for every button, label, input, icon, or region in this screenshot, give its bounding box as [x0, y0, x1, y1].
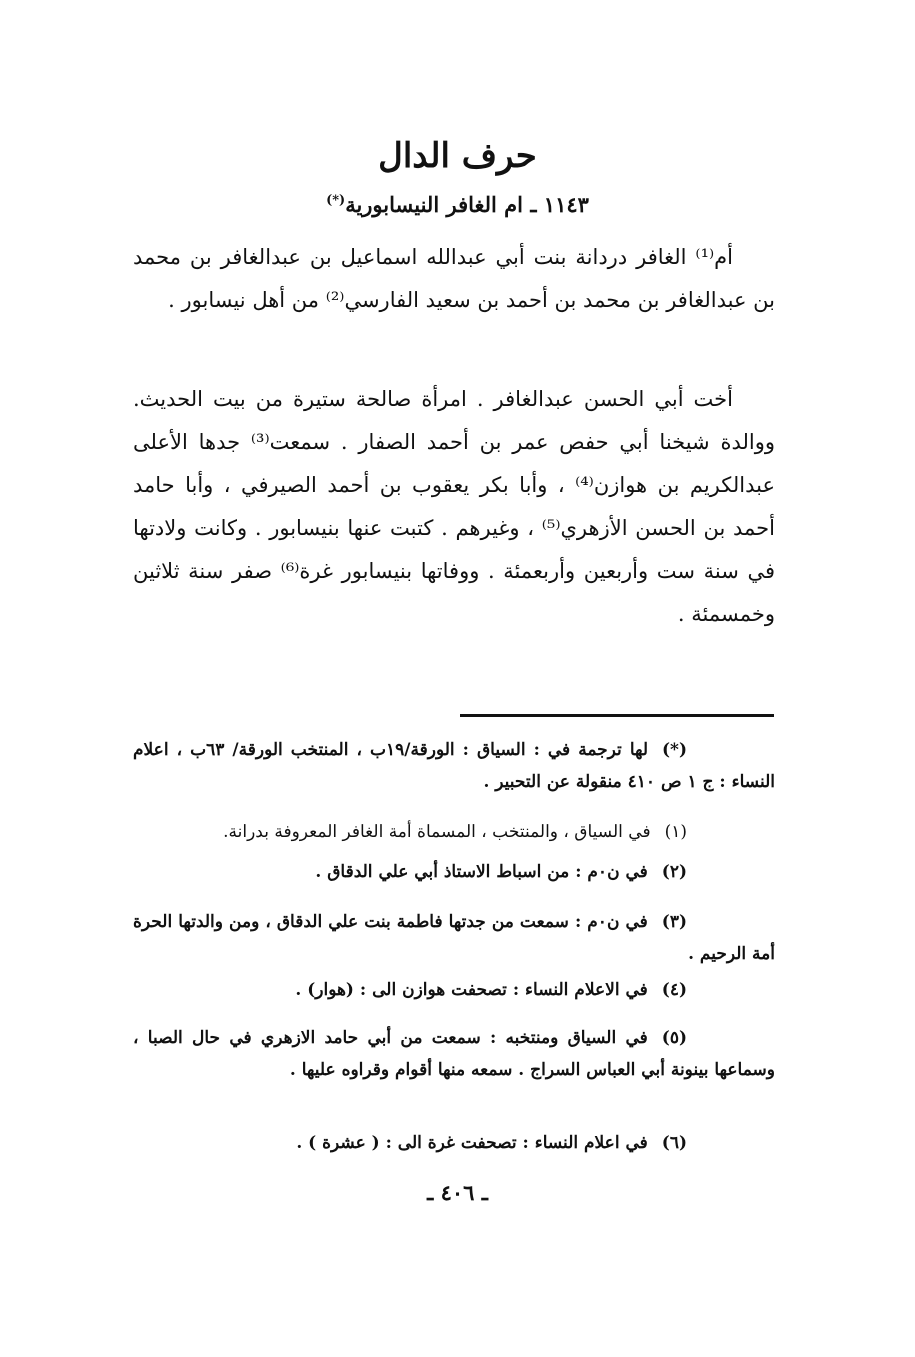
footnote-number: (٥)	[661, 1028, 687, 1048]
footnote-number: (*)	[662, 740, 687, 760]
footnote-text: في اعلام النساء : تصحفت غرة الى : ( عشرة ) .	[296, 1133, 648, 1153]
footnote-number: (٢)	[661, 862, 687, 882]
footnote-number: (٣)	[661, 912, 687, 932]
section-title: حرف الدال	[378, 136, 537, 176]
entry-title-marker: (*)	[326, 193, 346, 208]
entry-title-text: ١١٤٣ ـ ام الغافر النيسابورية	[345, 192, 589, 217]
footnote-2	[133, 856, 775, 888]
footnote-text: في الاعلام النساء : تصحفت هوازن الى : (هوار) .	[295, 980, 648, 1000]
footnote-text: في السياق ومنتخبه : سمعت من أبي حامد الازهري في حال الصبا ، وسماعها بينونة أبي العباس السراج . سمعه منها أقوام وقراوه عليها .	[133, 1028, 775, 1080]
footnote-3	[133, 906, 775, 970]
paragraph-1: أم⁽¹⁾ الغافر دردانة بنت أبي عبدالله اسماعيل بن عبدالغافر بن محمد بن عبدالغافر بن محمد بن أحمد بن سعيد الفارسي⁽²⁾ من أهل نيسابور .	[133, 245, 775, 312]
footnote-text: في السياق ، والمنتخب ، المسماة أمة الغافر المعروفة بدرانة.	[223, 822, 651, 842]
footnote-6	[133, 1127, 775, 1159]
footnote-number: (٦)	[661, 1133, 687, 1153]
page-number: ـ ٤٠٦ ـ	[427, 1180, 488, 1205]
entry-title	[0, 192, 915, 217]
footnote-1	[133, 816, 775, 848]
footnote-4	[133, 974, 775, 1006]
footnote-text: في ن٠م : من اسباط الاستاذ أبي علي الدقاق .	[315, 862, 648, 882]
paragraph-2: أخت أبي الحسن عبدالغافر . امرأة صالحة ستيرة من بيت الحديث. ووالدة شيخنا أبي حفص عمر بن أحمد الصفار . سمعت⁽³⁾ جدها الأعلى عبدالكريم بن هوازن⁽⁴⁾ ، وأبا بكر يعقوب بن أحمد الصيرفي ، وأبا حامد أحمد بن الحسن الأزهري⁽⁵⁾ ، وغيرهم . كتبت عنها بنيسابور . وكانت ولادتها في سنة ست وأربعين وأربعمئة . ووفاتها بنيسابور غرة⁽⁶⁾ صفر سنة ثلاثين وخمسمئة .	[133, 387, 775, 626]
footnote-star	[133, 734, 775, 798]
footnote-text: في ن٠م : سمعت من جدتها فاطمة بنت علي الدقاق ، ومن والدتها الحرة أمة الرحيم .	[133, 912, 775, 964]
footnote-5	[133, 1022, 775, 1086]
footnote-separator	[460, 714, 774, 717]
footnote-text: لها ترجمة في : السياق : الورقة/١٩ب ، المنتخب الورقة/ ٦٣ب ، اعلام النساء : ج ١ ص ٤١٠ منقولة عن التحبير .	[133, 740, 775, 792]
footnote-number: (٤)	[661, 980, 687, 1000]
footnote-number: (١)	[664, 822, 687, 842]
